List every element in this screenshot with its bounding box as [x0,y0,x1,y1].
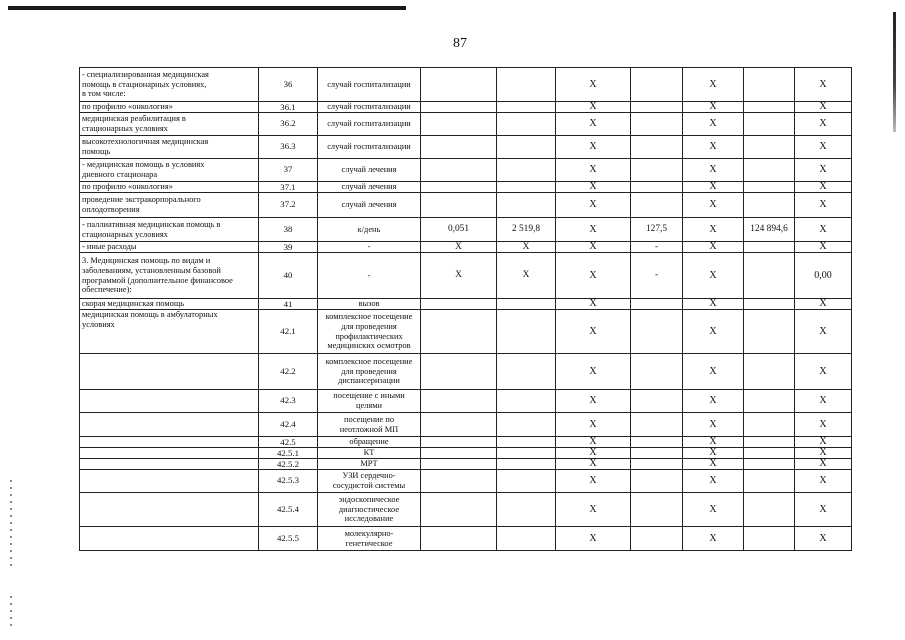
row-code-cell: 41 [259,299,318,310]
value-cell [631,182,683,193]
value-cell [744,448,795,459]
value-cell [497,68,556,102]
value-cell: X [795,159,852,182]
value-cell [421,493,497,527]
row-unit-cell: МРТ [318,459,421,470]
value-cell: X [683,182,744,193]
value-cell [744,299,795,310]
value-cell: X [795,354,852,390]
row-name-cell: - специализированная медицинская помощь в стационарных условиях, в том числе: [80,68,259,102]
row-unit-cell: комплексное посещение для проведения диспансеризации [318,354,421,390]
value-cell: X [556,470,631,493]
value-cell [744,310,795,354]
value-cell: X [795,437,852,448]
value-cell: - [631,242,683,253]
table-row [80,390,852,413]
value-cell: X [421,253,497,299]
value-cell: X [556,459,631,470]
page-number: 87 [453,36,467,51]
row-unit-cell: посещение по неотложной МП [318,413,421,437]
row-unit-cell: - [318,253,421,299]
row-name-cell: медицинская реабилитация в стационарных условиях [80,113,259,136]
table-row [80,459,852,470]
value-cell: X [556,136,631,159]
table-row [80,413,852,437]
value-cell [421,193,497,218]
value-cell [631,413,683,437]
value-cell: X [556,102,631,113]
table-row [80,242,852,253]
row-code-cell: 42.5 [259,437,318,448]
row-code-cell: 42.3 [259,390,318,413]
row-unit-cell: случай госпитализации [318,102,421,113]
row-unit-cell: эндоскопическое диагностическое исследование [318,493,421,527]
value-cell [631,299,683,310]
row-name-cell [80,390,259,413]
value-cell [631,459,683,470]
row-code-cell: 36.1 [259,102,318,113]
value-cell: X [556,413,631,437]
value-cell [631,102,683,113]
row-name-cell: медицинская помощь в амбулаторных условиях [80,310,259,354]
value-cell [421,136,497,159]
row-unit-cell: случай госпитализации [318,113,421,136]
row-unit-cell: комплексное посещение для проведения профилактических медицинских осмотров [318,310,421,354]
row-name-cell: - паллиативная медицинская помощь в стационарных условиях [80,218,259,242]
value-cell [497,113,556,136]
table-row [80,493,852,527]
value-cell: X [795,102,852,113]
value-cell: X [556,113,631,136]
value-cell [744,413,795,437]
value-cell [497,470,556,493]
value-cell [421,448,497,459]
value-cell: X [683,470,744,493]
value-cell [421,437,497,448]
row-unit-cell: УЗИ сердечно- сосудистой системы [318,470,421,493]
row-code-cell: 38 [259,218,318,242]
table-row [80,299,852,310]
row-name-cell [80,527,259,551]
value-cell [631,390,683,413]
value-cell [631,470,683,493]
value-cell [421,102,497,113]
value-cell [744,493,795,527]
value-cell [744,68,795,102]
value-cell: X [795,136,852,159]
value-cell: X [683,136,744,159]
row-name-cell [80,448,259,459]
value-cell [497,159,556,182]
value-cell: X [556,218,631,242]
value-cell [744,102,795,113]
top-rule [8,6,406,10]
binding-mark [893,12,896,132]
row-code-cell: 42.5.4 [259,493,318,527]
value-cell: X [683,218,744,242]
value-cell [744,354,795,390]
value-cell: X [556,310,631,354]
value-cell: X [556,242,631,253]
row-unit-cell: случай лечения [318,182,421,193]
value-cell: X [683,390,744,413]
value-cell: X [683,253,744,299]
value-cell [497,354,556,390]
value-cell: X [683,299,744,310]
value-cell: X [683,354,744,390]
value-cell: X [795,299,852,310]
value-cell [631,193,683,218]
row-name-cell: - иные расходы [80,242,259,253]
value-cell [744,390,795,413]
value-cell: X [683,68,744,102]
value-cell [497,102,556,113]
value-cell: X [556,253,631,299]
value-cell [631,136,683,159]
table-row [80,182,852,193]
row-name-cell [80,413,259,437]
value-cell: X [795,193,852,218]
table-row [80,253,852,299]
value-cell: X [556,390,631,413]
value-cell [497,459,556,470]
value-cell: X [683,459,744,470]
row-name-cell [80,470,259,493]
value-cell: X [421,242,497,253]
row-code-cell: 42.4 [259,413,318,437]
value-cell [744,136,795,159]
row-name-cell: проведение экстракорпорального оплодотворения [80,193,259,218]
table-row [80,136,852,159]
value-cell: X [497,242,556,253]
value-cell [497,193,556,218]
row-code-cell: 42.5.1 [259,448,318,459]
value-cell [744,182,795,193]
table-row [80,193,852,218]
table-row [80,159,852,182]
value-cell: X [683,413,744,437]
row-unit-cell: случай госпитализации [318,136,421,159]
value-cell [421,299,497,310]
value-cell: X [795,113,852,136]
scan-artifact [10,480,12,570]
value-cell: X [795,390,852,413]
row-code-cell: 42.2 [259,354,318,390]
value-cell [744,437,795,448]
row-name-cell [80,459,259,470]
value-cell [497,136,556,159]
value-cell: X [556,299,631,310]
table-row [80,448,852,459]
row-name-cell [80,354,259,390]
row-code-cell: 37.2 [259,193,318,218]
row-name-cell: по профилю «онкология» [80,102,259,113]
value-cell [421,159,497,182]
value-cell [421,470,497,493]
value-cell [631,310,683,354]
value-cell [744,193,795,218]
value-cell: X [795,459,852,470]
value-cell: 124 894,6 [744,218,795,242]
value-cell: X [556,527,631,551]
table-body [80,68,852,551]
value-cell [421,310,497,354]
row-unit-cell: случай лечения [318,193,421,218]
value-cell [744,253,795,299]
value-cell: X [683,448,744,459]
value-cell [497,437,556,448]
value-cell [631,527,683,551]
value-cell [421,68,497,102]
row-unit-cell: КТ [318,448,421,459]
value-cell: X [795,182,852,193]
table-row [80,102,852,113]
table-row [80,354,852,390]
row-name-cell: высокотехнологичная медицинская помощь [80,136,259,159]
row-unit-cell: молекулярно- генетическое [318,527,421,551]
value-cell: 127,5 [631,218,683,242]
row-name-cell: 3. Медицинская помощь по видам и заболеваниям, установленным базовой программой (дополнительное финансовое обеспечение): [80,253,259,299]
row-unit-cell: вызов [318,299,421,310]
row-name-cell: по профилю «онкология» [80,182,259,193]
value-cell [631,159,683,182]
value-cell: X [556,354,631,390]
value-cell: X [683,193,744,218]
row-name-cell [80,437,259,448]
value-cell: X [683,113,744,136]
row-code-cell: 37.1 [259,182,318,193]
table-row [80,113,852,136]
value-cell [744,459,795,470]
scan-artifact [10,596,12,626]
value-cell [631,448,683,459]
value-cell [497,527,556,551]
table-row [80,527,852,551]
value-cell: X [795,310,852,354]
value-cell: - [631,253,683,299]
value-cell [744,113,795,136]
value-cell: X [683,242,744,253]
value-cell: X [556,159,631,182]
value-cell [631,68,683,102]
row-unit-cell: случай госпитализации [318,68,421,102]
value-cell [631,354,683,390]
value-cell: X [683,437,744,448]
value-cell [497,390,556,413]
value-cell: 2 519,8 [497,218,556,242]
row-name-cell: - медицинская помощь в условиях дневного стационара [80,159,259,182]
row-code-cell: 40 [259,253,318,299]
value-cell [497,310,556,354]
value-cell: X [683,310,744,354]
value-cell: X [556,182,631,193]
value-cell: X [795,218,852,242]
value-cell [421,354,497,390]
table-row [80,310,852,354]
row-unit-cell: к/день [318,218,421,242]
row-unit-cell: обращение [318,437,421,448]
value-cell [744,470,795,493]
value-cell [744,242,795,253]
value-cell [421,527,497,551]
row-code-cell: 42.5.5 [259,527,318,551]
value-cell [421,113,497,136]
value-cell [421,459,497,470]
value-cell: X [556,68,631,102]
row-code-cell: 42.5.2 [259,459,318,470]
row-name-cell [80,493,259,527]
value-cell [744,527,795,551]
value-cell: X [795,527,852,551]
value-cell: X [795,493,852,527]
value-cell: 0,051 [421,218,497,242]
table-row [80,470,852,493]
value-cell: X [556,437,631,448]
value-cell: X [795,448,852,459]
value-cell: 0,00 [795,253,852,299]
value-cell: X [795,242,852,253]
row-code-cell: 37 [259,159,318,182]
value-cell [497,182,556,193]
row-code-cell: 36.3 [259,136,318,159]
value-cell [497,493,556,527]
row-unit-cell: случай лечения [318,159,421,182]
value-cell: X [795,413,852,437]
value-cell: X [556,493,631,527]
value-cell [631,113,683,136]
value-cell: X [497,253,556,299]
value-cell [744,159,795,182]
table-row [80,218,852,242]
value-cell: X [795,68,852,102]
value-cell [631,493,683,527]
value-cell [631,437,683,448]
value-cell: X [683,102,744,113]
value-cell [421,413,497,437]
value-cell [497,448,556,459]
value-cell: X [683,527,744,551]
value-cell [421,390,497,413]
table-row [80,437,852,448]
financing-table [79,67,852,551]
value-cell: X [556,448,631,459]
row-code-cell: 36 [259,68,318,102]
value-cell: X [683,159,744,182]
table-row [80,68,852,102]
row-unit-cell: посещение с иными целями [318,390,421,413]
value-cell: X [683,493,744,527]
row-code-cell: 39 [259,242,318,253]
row-code-cell: 36.2 [259,113,318,136]
row-name-cell: скорая медицинская помощь [80,299,259,310]
row-code-cell: 42.5.3 [259,470,318,493]
value-cell [421,182,497,193]
value-cell [497,299,556,310]
value-cell: X [795,470,852,493]
value-cell: X [556,193,631,218]
row-unit-cell: - [318,242,421,253]
row-code-cell: 42.1 [259,310,318,354]
value-cell [497,413,556,437]
